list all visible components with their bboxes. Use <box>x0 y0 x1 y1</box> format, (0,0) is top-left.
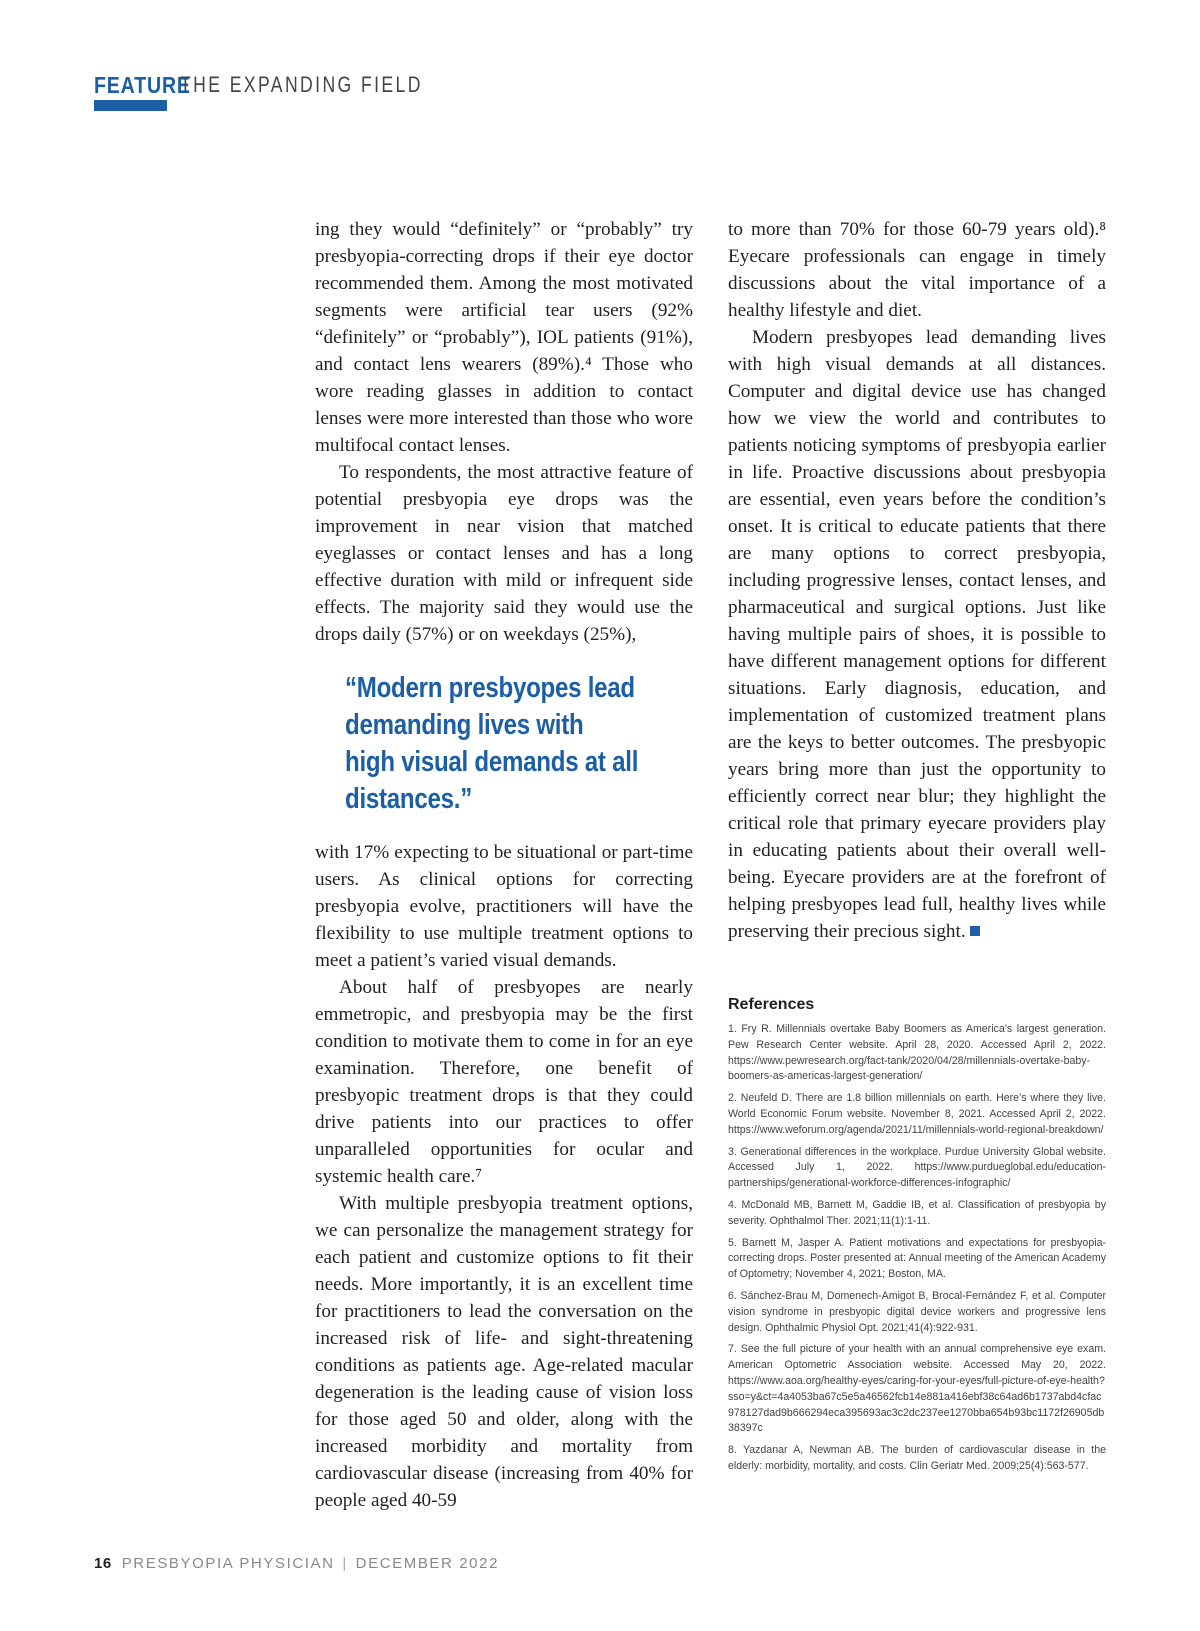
pull-quote-line: “Modern presbyopes lead <box>345 672 635 704</box>
column-1-top <box>315 216 693 648</box>
page-footer <box>94 1555 499 1572</box>
reference-item: 1. Fry R. Millennials overtake Baby Boomers as America’s largest generation. Pew Research Center website. April 28, 2020. Accessed April 2, 2022. https://www.pewresearch.org/fact-tank/2020/04/28/millennials-overtake-baby-boomers-as-americas-largest-generation/ <box>728 1023 1106 1083</box>
paragraph: To respondents, the most attractive feature of potential presbyopia eye drops was the improvement in near vision that matched eyeglasses or contact lenses and has a long effective duration with mild or infrequent side effects. The majority said they would use the drops daily (57%) or on weekdays (25%), <box>315 462 693 645</box>
footer-separator: | <box>342 1555 348 1572</box>
paragraph: ing they would “definitely” or “probably” try presbyopia-correcting drops if their eye doctor recommended them. Among the most motivated segments were artificial tear users (92% “definitely” or “probably”), IOL patients (91%), and contact lens wearers (89%).⁴ Those who wore reading glasses in addition to contact lenses were more interested than those who wore multifocal contact lenses. <box>315 219 693 456</box>
pull-quote-line: demanding lives with <box>345 709 584 741</box>
section-title: THE EXPANDING FIELD <box>180 72 423 97</box>
publication-name: PRESBYOPIA PHYSICIAN <box>121 1555 335 1572</box>
feature-label: FEATURE <box>94 72 191 98</box>
end-mark-icon <box>970 926 980 936</box>
paragraph-text: Modern presbyopes lead demanding lives with high visual demands at all distances. Computer and digital device use has changed how we view the world and contributes to patients noticing symptoms of presbyopia earlier in life. Proactive discussions about presbyopia are essential, even years before the condition’s onset. It is critical to educate patients that there are many options to correct presbyopia, including progressive lenses, contact lenses, and pharmaceutical and surgical options. Just like having multiple pairs of shoes, it is possible to have different management options for different situations. Early diagnosis, education, and implementation of customized treatment plans are the keys to better outcomes. The presbyopic years bring more than just the opportunity to efficiently correct near blur; they highlight the critical role that primary eyecare providers play in educating patients about their overall well-being. Eyecare providers are at the forefront of helping presbyopes lead full, healthy lives while preserving their precious sight. <box>728 327 1106 942</box>
reference-item: 3. Generational differences in the workplace. Purdue University Global website. Accessed July 1, 2022. https://www.purdueglobal.edu/education-partnerships/generational-workforce-differences-infographic/ <box>728 1145 1106 1190</box>
references-title: References <box>728 996 815 1013</box>
reference-item: 6. Sánchez-Brau M, Domenech-Amigot B, Brocal-Fernández F, et al. Computer vision syndrome in presbyopic digital device workers and progressive lens design. Ophthalmic Physiol Opt. 2021;41(4):922-931. <box>728 1289 1106 1334</box>
column-1-bottom <box>315 839 693 1514</box>
paragraph-last <box>728 324 1106 945</box>
references-section <box>728 996 1106 1481</box>
reference-item: 7. See the full picture of your health with an annual comprehensive eye exam. American Optometric Association website. Accessed May 20, 2022. https://www.aoa.org/healthy-eyes/caring-for-your-eyes/full-picture-of-eye-health?sso=y&ct=4a4053ba67c5e5a46562fcb14e881a416ebf38c64ad6b1737abd4cfac978127dad9b666294eca395693ac3c2dc237ee1270bba654b93bc1172f26905db38397c <box>728 1343 1106 1435</box>
section-header <box>94 72 423 112</box>
paragraph: With multiple presbyopia treatment options, we can personalize the management strategy for each patient and customize options to fit their needs. More importantly, it is an excellent time for practitioners to lead the conversation on the increased risk of life- and sight-threatening conditions as patients age. Age-related macular degeneration is the leading cause of vision loss for those aged 50 and older, along with the increased morbidity and mortality from cardiovascular disease (increasing from 40% for people aged 40-59 <box>315 1193 693 1511</box>
column-2 <box>728 216 1106 945</box>
reference-item: 5. Barnett M, Jasper A. Patient motivations and expectations for presbyopia-correcting drops. Poster presented at: Annual meeting of the American Academy of Optometry; November 4, 2021; Boston, MA. <box>728 1236 1106 1281</box>
reference-item: 8. Yazdanar A, Newman AB. The burden of cardiovascular disease in the elderly: morbidity, mortality, and costs. Clin Geriatr Med. 2009;25(4):563-577. <box>728 1444 1106 1472</box>
paragraph: to more than 70% for those 60-79 years old).⁸ Eyecare professionals can engage in timely discussions about the vital importance of a healthy lifestyle and diet. <box>728 219 1106 321</box>
paragraph: About half of presbyopes are nearly emmetropic, and presbyopia may be the first condition to motivate them to come in for an eye examination. Therefore, one benefit of presbyopic treatment drops is that they could drive patients into our practices to offer unparalleled opportunities for ocular and systemic health care.⁷ <box>315 977 693 1187</box>
header-accent-bar <box>94 100 167 111</box>
reference-item: 4. McDonald MB, Barnett M, Gaddie IB, et al. Classification of presbyopia by severity. Ophthalmol Ther. 2021;11(1):1-11. <box>728 1198 1106 1227</box>
pull-quote <box>345 670 639 818</box>
reference-item: 2. Neufeld D. There are 1.8 billion millennials on earth. Here’s where they live. World Economic Forum website. November 8, 2021. Accessed April 2, 2022. https://www.weforum.org/agenda/2021/11/millennials-world-regional-breakdown/ <box>728 1092 1106 1136</box>
paragraph: with 17% expecting to be situational or part-time users. As clinical options for correcting presbyopia evolve, practitioners will have the flexibility to use multiple treatment options to meet a patient’s varied visual demands. <box>315 842 693 971</box>
pull-quote-line: high visual demands at all <box>345 746 639 778</box>
issue-date: DECEMBER 2022 <box>355 1555 500 1572</box>
pull-quote-line: distances.” <box>345 783 473 815</box>
page-number: 16 <box>94 1555 112 1572</box>
